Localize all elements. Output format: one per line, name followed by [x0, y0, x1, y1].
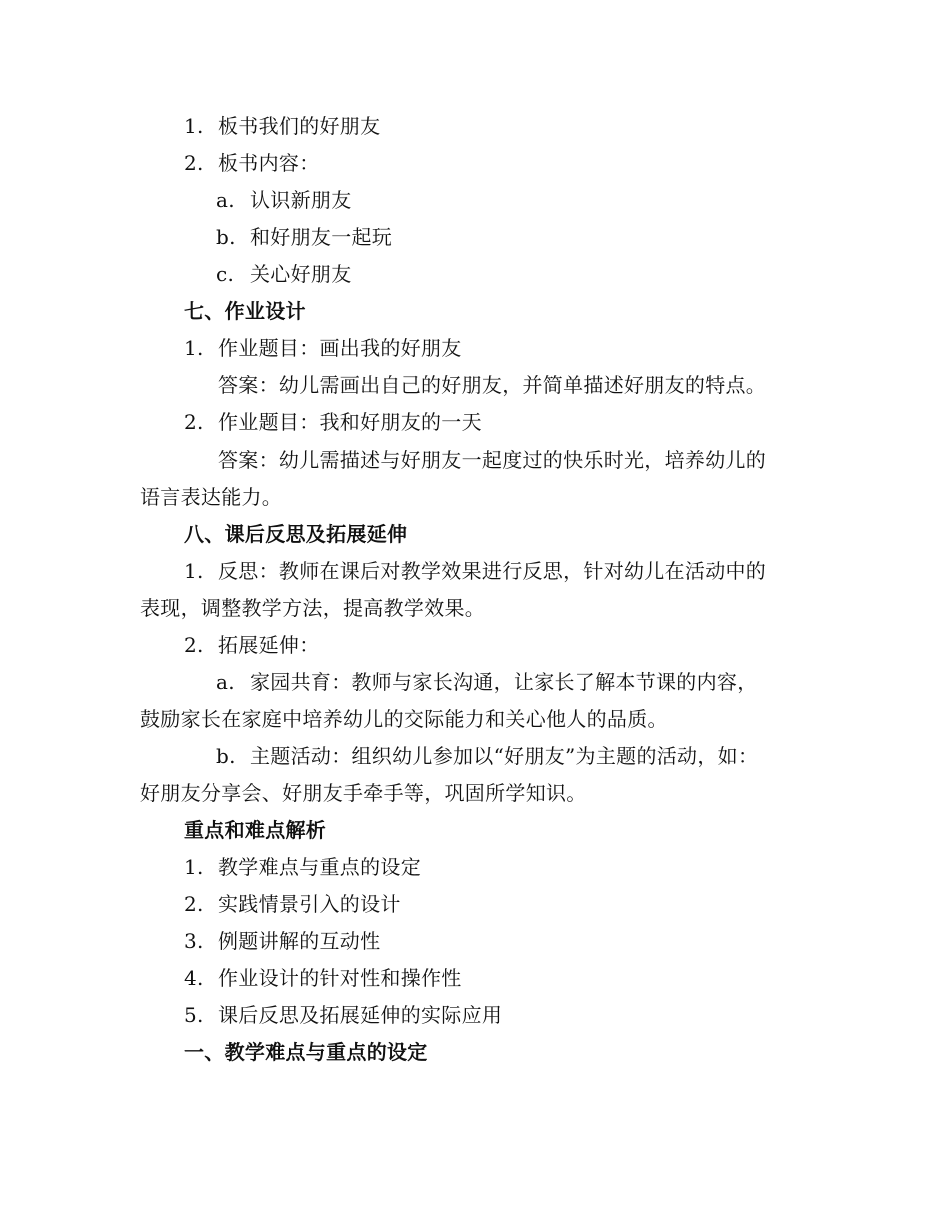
- list-text: 反思：教师在课后对教学效果进行反思，针对幼儿在活动中的: [218, 559, 767, 583]
- board-sub-a: [216, 187, 352, 213]
- list-text: 作业设计的针对性和操作性: [218, 966, 462, 990]
- list-text: 家园共育：教师与家长沟通，让家长了解本节课的内容，: [250, 670, 758, 694]
- list-text: 教学难点与重点的设定: [218, 855, 421, 879]
- key-point-item: [184, 965, 462, 991]
- list-number: 2.: [184, 892, 204, 916]
- homework-item-1: [184, 335, 462, 361]
- key-point-item: [184, 854, 421, 880]
- list-text: 作业题目：画出我的好朋友: [218, 336, 462, 360]
- list-number: 2.: [184, 633, 204, 657]
- list-text: 拓展延伸：: [218, 633, 320, 657]
- list-text: 课后反思及拓展延伸的实际应用: [218, 1003, 503, 1027]
- list-number: 2.: [184, 151, 204, 175]
- section-heading-reflection: 八、课后反思及拓展延伸: [184, 522, 408, 546]
- list-number: 1.: [184, 114, 204, 138]
- board-item-2: [184, 150, 320, 176]
- list-number: 5.: [184, 1003, 204, 1027]
- list-letter: b.: [216, 225, 236, 249]
- board-item-1: [184, 113, 380, 139]
- list-number: 1.: [184, 336, 204, 360]
- key-point-item: [184, 928, 380, 954]
- list-number: 3.: [184, 929, 204, 953]
- key-point-item: [184, 891, 401, 917]
- list-number: 1.: [184, 559, 204, 583]
- list-text: 作业题目：我和好朋友的一天: [218, 410, 482, 434]
- section-heading-homework: 七、作业设计: [184, 299, 306, 323]
- reflection-sub-b: [216, 743, 758, 769]
- list-letter: a.: [216, 670, 235, 694]
- key-point-item: [184, 1002, 502, 1028]
- list-text: 板书内容：: [218, 151, 320, 175]
- list-letter: c.: [216, 262, 235, 286]
- homework-answer-1: 答案：幼儿需画出自己的好朋友，并简单描述好朋友的特点。: [218, 373, 767, 397]
- list-number: 4.: [184, 966, 204, 990]
- section-heading-one: 一、教学难点与重点的设定: [184, 1040, 428, 1064]
- section-heading-key-points: 重点和难点解析: [184, 818, 327, 842]
- list-letter: a.: [216, 188, 235, 212]
- board-sub-b: [216, 224, 392, 250]
- homework-answer-2-line-2: 语言表达能力。: [140, 485, 283, 509]
- homework-item-2: [184, 409, 482, 435]
- reflection-item-1: [184, 558, 766, 584]
- reflection-sub-b-line-2: 好朋友分享会、好朋友手牵手等，巩固所学知识。: [140, 781, 587, 805]
- list-text: 例题讲解的互动性: [218, 929, 381, 953]
- board-sub-c: [216, 261, 352, 287]
- list-text: 认识新朋友: [250, 188, 352, 212]
- list-text: 板书我们的好朋友: [218, 114, 381, 138]
- list-text: 关心好朋友: [250, 262, 352, 286]
- list-number: 1.: [184, 855, 204, 879]
- list-text: 实践情景引入的设计: [218, 892, 401, 916]
- reflection-item-2: [184, 632, 320, 658]
- reflection-sub-a: [216, 669, 758, 695]
- reflection-item-1-line-2: 表现，调整教学方法，提高教学效果。: [140, 596, 486, 620]
- list-text: 主题活动：组织幼儿参加以“好朋友”为主题的活动，如：: [250, 744, 759, 768]
- homework-answer-2-line-1: 答案：幼儿需描述与好朋友一起度过的快乐时光，培养幼儿的: [218, 448, 767, 472]
- list-letter: b.: [216, 744, 236, 768]
- reflection-sub-a-line-2: 鼓励家长在家庭中培养幼儿的交际能力和关心他人的品质。: [140, 707, 668, 731]
- list-text: 和好朋友一起玩: [250, 225, 393, 249]
- list-number: 2.: [184, 410, 204, 434]
